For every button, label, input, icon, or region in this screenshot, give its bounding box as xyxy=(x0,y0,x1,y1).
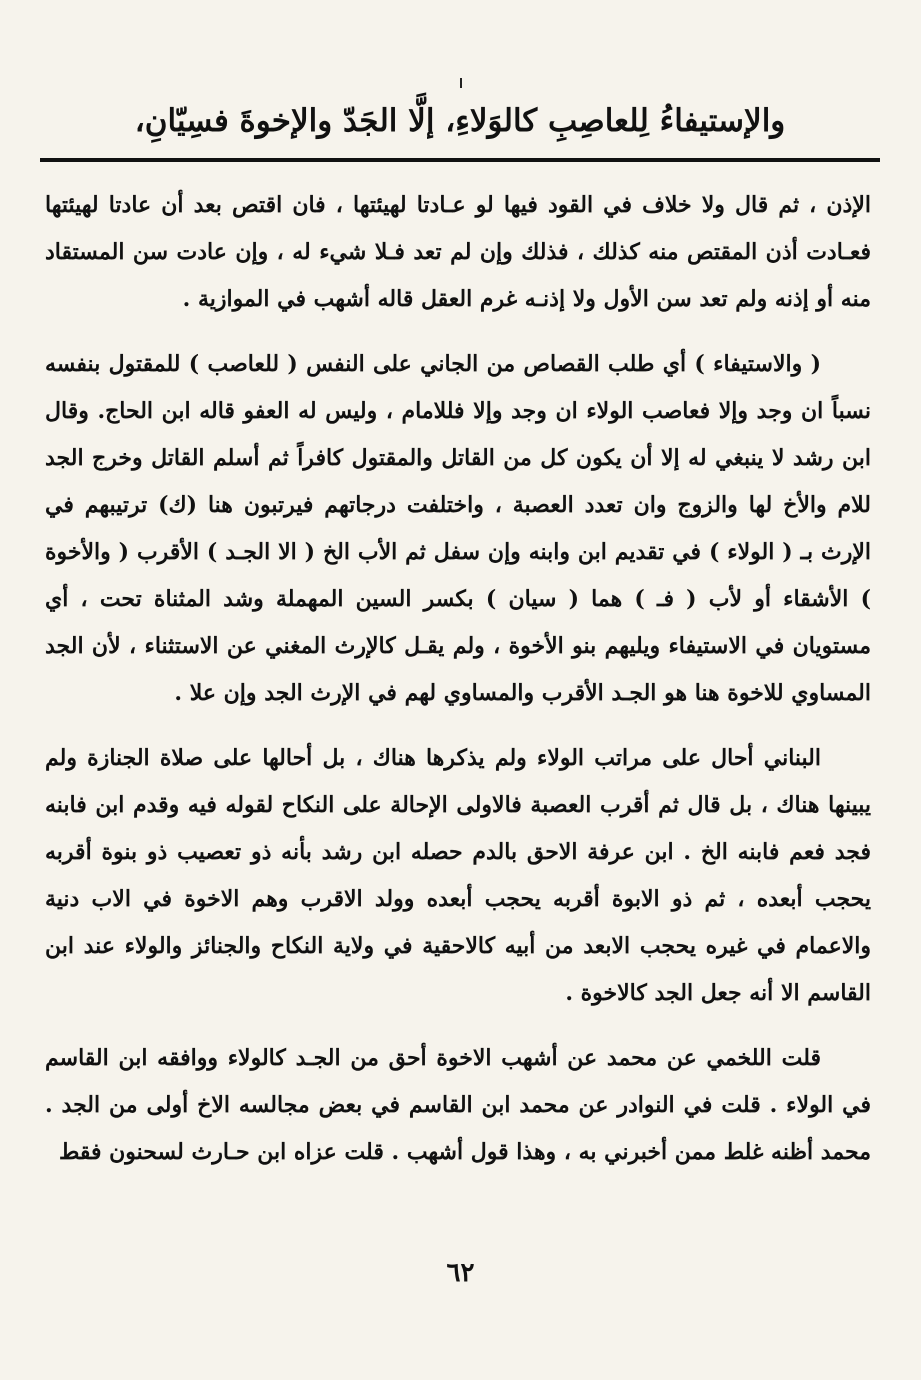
paragraph-3: البناني أحال على مراتب الولاء ولم يذكرها هناك ، بل أحالها على صلاة الجنازة ولم يبينها هناك ، بل قال ثم أقرب العصبة فالاولى الإحالة على النكاح لقوله فيه وقدم ابن فابنه فجد فعم فابنه الخ . ابن عرفة الاحق بالدم حصله ابن رشد بأنه ذو تعصيب ذو بنوة أقربه يحجب أبعده ، ثم ذو الابوة أقربه يحجب أبعده وولد الاقرب وهم الاخوة في الاب دنية والاعمام في غيره يحجب الابعد من أبيه كالاحقية في ولاية النكاح والجنائز والولاء عند ابن القاسم الا أنه جعل الجد كالاخوة . xyxy=(45,745,871,1006)
paragraph-1: الإذن ، ثم قال ولا خلاف في القود فيها لو عـادتا لهيئتها ، فان اقتص بعد أن عادتا لهيئتها فعـادت أذن المقتص منه كذلك ، فذلك وإن لم تعد فـلا شيء له ، وإن عادت سن المستقاد منه أو إذنه ولم تعد سن الأول ولا إذنـه غرم العقل قاله أشهب في الموازية . xyxy=(45,192,871,312)
body-text xyxy=(45,182,871,1194)
header-tick-mark xyxy=(460,78,462,88)
header-title: والإستيفاءُ لِلعاصِبِ كالوَلاءِ، إلَّا الجَدّ والإخوةَ فسِيّانِ، xyxy=(134,103,786,139)
page-header xyxy=(40,92,880,150)
page-number: ٦٢ xyxy=(446,1258,475,1288)
paragraph-2: ( والاستيفاء ) أي طلب القصاص من الجاني على النفس ( للعاصب ) للمقتول بنفسه نسباً ان وجد وإلا فعاصب الولاء ان وجد وإلا فللامام ، وليس له العفو قاله ابن الحاج. وقال ابن رشد لا ينبغي له إلا أن يكون كل من القاتل والمقتول كافراً ثم أسلم القاتل وخرج الجد للام والأخ لها والزوج وان تعدد العصبة ، واختلفت درجاتهم فيرتبون هنا (ك) ترتيبهم في الإرث بـ ( الولاء ) في تقديم ابن وابنه وإن سفل ثم الأب الخ ( الا الجـد ) الأقرب ( والأخوة ) الأشقاء أو لأب ( فـ ) هما ( سيان ) بكسر السين المهملة وشد المثناة تحت ، أي مستويان في الاستيفاء ويليهم بنو الأخوة ، ولم يقـل كالإرث المغني عن الاستثناء ، لأن الجد المساوي للاخوة هنا هو الجـد الأقرب والمساوي لهم في الإرث الجد وإن علا . xyxy=(45,351,871,706)
header-rule xyxy=(40,158,880,162)
paragraph-4: قلت اللخمي عن محمد عن أشهب الاخوة أحق من الجـد كالولاء ووافقه ابن القاسم في الولاء . قلت في النوادر عن محمد ابن القاسم في بعض مجالسه الاخ أولى من الجد . محمد أظنه غلط ممن أخبرني به ، وهذا قول أشهب . قلت عزاه ابن حـارث لسحنون فقط xyxy=(45,1045,871,1165)
